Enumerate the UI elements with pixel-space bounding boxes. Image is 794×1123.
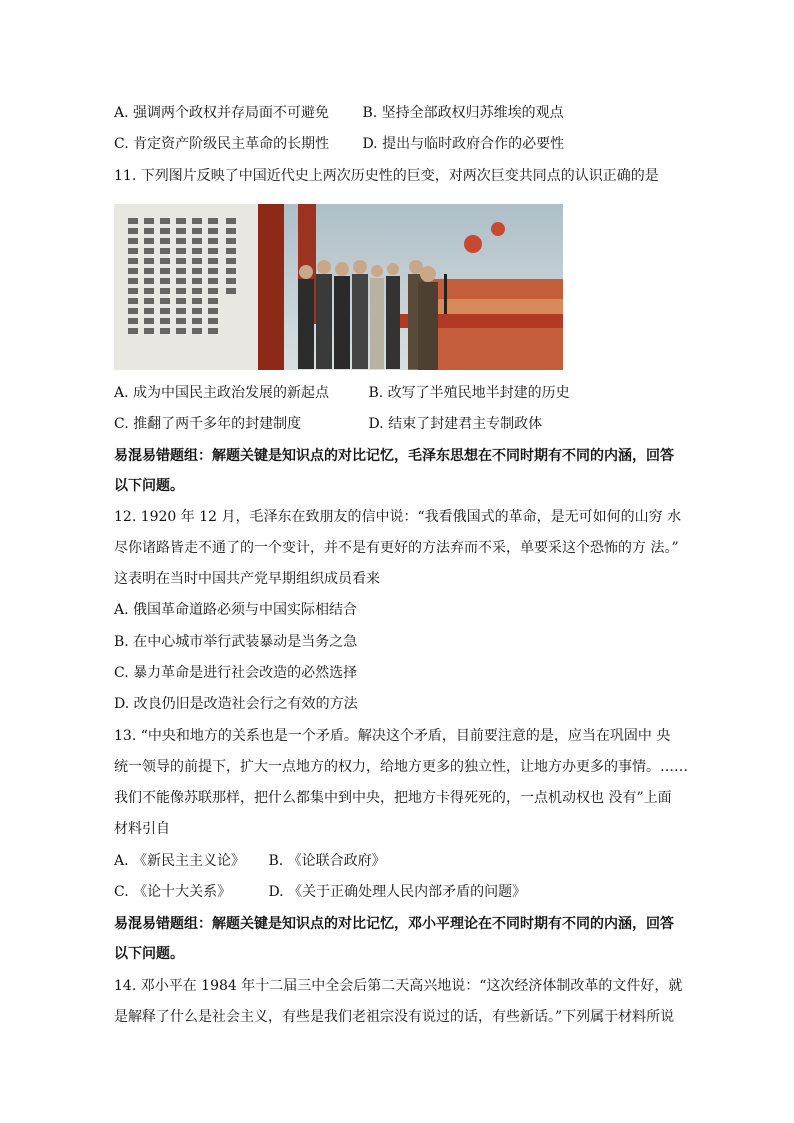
calligraphy-image bbox=[114, 204, 258, 370]
q10-option-d: D. 提出与临时政府合作的必要性 bbox=[362, 136, 565, 152]
group1-heading-line-1: 易混易错题组：解题关键是知识点的对比记忆，毛泽东思想在不同时期有不同的内涵，回答 bbox=[114, 448, 674, 464]
q12-stem-line-1: 12. 1920 年 12 月，毛泽东在致朋友的信中说：“我看俄国式的革命，是无可如何的山穷 水 bbox=[114, 509, 682, 525]
q13-option-a: A. 《新民主主义论》 bbox=[114, 853, 246, 869]
q10-option-c: C. 肯定资产阶级民主革命的长期性 bbox=[114, 136, 330, 152]
group1-heading-line-2: 以下问题。 bbox=[114, 478, 184, 494]
q11-option-a: A. 成为中国民主政治发展的新起点 bbox=[114, 385, 330, 401]
q11-stem: 11. 下列图片反映了中国近代史上两次历史性的巨变，对两次巨变共同点的认识正确的是 bbox=[114, 168, 659, 184]
q10-option-b: B. 坚持全部政权归苏维埃的观点 bbox=[362, 105, 564, 121]
q11-option-c: C. 推翻了两千多年的封建制度 bbox=[114, 416, 302, 432]
q13-option-c: C. 《论十大关系》 bbox=[114, 884, 232, 900]
q12-option-d: D. 改良仍旧是改造社会行之有效的方法 bbox=[114, 696, 358, 712]
q12-option-c: C. 暴力革命是进行社会改造的必然选择 bbox=[114, 665, 358, 681]
q12-option-b: B. 在中心城市举行武装暴动是当务之急 bbox=[114, 634, 358, 650]
group2-heading-line-2: 以下问题。 bbox=[114, 946, 184, 962]
q12-stem-line-2: 尽你诸路皆走不通了的一个变计，并不是有更好的方法弃而不采，单要采这个恐怖的方 法。” bbox=[114, 540, 679, 556]
q13-stem-line-4: 材料引自 bbox=[114, 821, 170, 837]
q13-stem-line-3: 我们不能像苏联那样，把什么都集中到中央，把地方卡得死死的，一点机动权也 没有”上面 bbox=[114, 790, 672, 806]
q11-option-d: D. 结束了封建君主专制政体 bbox=[368, 416, 543, 432]
q14-stem-line-1: 14. 邓小平在 1984 年十二届三中全会后第二天高兴地说：“这次经济体制改革的文件好，就 bbox=[114, 978, 683, 994]
q14-stem-line-2: 是解释了什么是社会主义，有些是我们老祖宗没有说过的话，有些新话。”下列属于材料所说 bbox=[114, 1009, 675, 1025]
q10-options-row-2 bbox=[114, 134, 564, 154]
group2-heading-line-1: 易混易错题组：解题关键是知识点的对比记忆，邓小平理论在不同时期有不同的内涵，回答 bbox=[114, 916, 674, 932]
q10-option-a: A. 强调两个政权并存局面不可避免 bbox=[114, 105, 330, 121]
q11-figure bbox=[114, 204, 563, 370]
q11-options-row-1 bbox=[114, 383, 570, 403]
q13-option-b: B. 《论联合政府》 bbox=[268, 853, 386, 869]
q13-stem-line-1: 13. “中央和地方的关系也是一个矛盾。解决这个矛盾，目前要注意的是，应当在巩固中 央 bbox=[114, 728, 671, 744]
q12-option-a: A. 俄国革命道路必须与中国实际相结合 bbox=[114, 602, 358, 618]
q13-options-row-1 bbox=[114, 851, 386, 871]
q11-option-b: B. 改写了半殖民地半封建的历史 bbox=[368, 385, 570, 401]
q10-options-row-1 bbox=[114, 103, 564, 123]
q13-options-row-2 bbox=[114, 882, 526, 902]
q13-stem-line-2: 统一领导的前提下，扩大一点地方的权力，给地方更多的独立性，让地方办更多的事情。…… bbox=[114, 759, 688, 775]
q11-options-row-2 bbox=[114, 414, 542, 434]
q12-stem-line-3: 这表明在当时中国共产党早期组织成员看来 bbox=[114, 571, 380, 587]
q13-option-d: D. 《关于正确处理人民内部矛盾的问题》 bbox=[268, 884, 527, 900]
founding-ceremony-painting bbox=[258, 204, 563, 370]
